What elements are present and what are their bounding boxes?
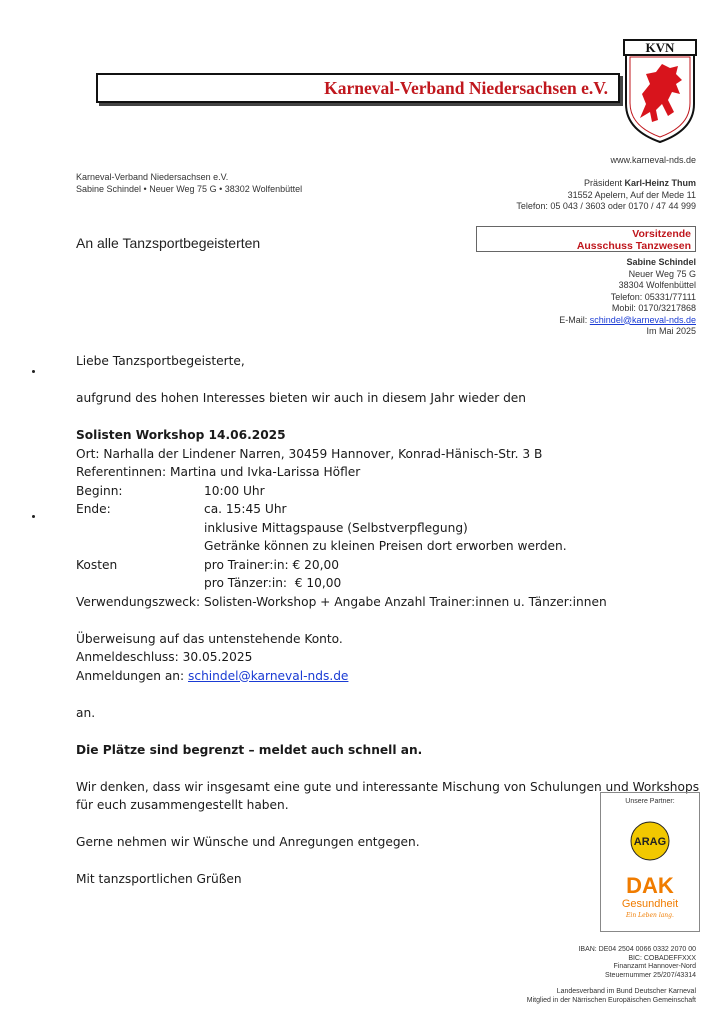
committee-box (476, 226, 696, 252)
cost-label: Kosten (76, 557, 118, 572)
partners-box (600, 792, 700, 932)
transfer-note: Überweisung auf das untenstehende Konto. (76, 631, 343, 646)
svg-text:Gesundheit: Gesundheit (621, 898, 679, 910)
contact-mobile: Mobil: 0170/3217868 (611, 303, 696, 313)
president-block (516, 178, 696, 213)
header-banner (96, 73, 620, 103)
lunch-note: inklusive Mittagspause (Selbstverpflegung) (204, 520, 468, 535)
bic: BIC: COBADEFFXXX (628, 954, 696, 962)
payment-purpose: Verwendungszweck: Solisten-Workshop + Angabe Anzahl Trainer:innen u. Tänzer:innen (76, 594, 607, 609)
fold-mark-middle (32, 515, 35, 518)
dak-logo (622, 873, 678, 919)
svg-text:ARAG: ARAG (633, 836, 667, 848)
arag-logo (631, 822, 669, 860)
president-prefix: Präsident (583, 178, 622, 188)
mix-line-2: für euch zusammengestellt haben. (76, 798, 289, 812)
drinks-note: Getränke können zu kleinen Preisen dort erworben werden. (204, 539, 567, 553)
cost-trainer: pro Trainer:in: € 20,00 (204, 557, 340, 572)
iban: IBAN: DE04 2504 0066 0332 2070 00 (578, 946, 696, 953)
footer-line-a: Landesverband im Bund Deutscher Karneval (556, 988, 696, 995)
end-row (76, 500, 699, 519)
contact-email-link[interactable]: schindel@karneval-nds.de (589, 314, 696, 325)
cost-dancer: pro Tänzer:in: € 10,00 (204, 576, 342, 590)
svg-text:DAK: DAK (626, 873, 674, 898)
contact-name: Sabine Schindel (626, 257, 696, 267)
committee-line-1: Vorsitzende (632, 228, 691, 240)
begin-label: Beginn: (76, 483, 123, 498)
workshop-speakers: Referentinnen: Martina und Ivka-Larissa Höfler (76, 465, 361, 479)
registration-deadline: Anmeldeschluss: 30.05.2025 (76, 650, 253, 664)
sender-block (76, 172, 302, 195)
begin-value: 10:00 Uhr (204, 483, 265, 498)
partners-label: Unsere Partner: (625, 798, 675, 805)
workshop-title: Solisten Workshop 14.06.2025 (76, 428, 286, 442)
kvn-logo (622, 38, 698, 144)
contact-street: Neuer Weg 75 G (628, 268, 696, 279)
banner-title: Karneval-Verband Niedersachsen e.V. (324, 78, 608, 98)
registration-row (76, 667, 699, 686)
contact-phone: Telefon: 05331/77111 (610, 291, 696, 302)
president-address: 31552 Apelern, Auf der Mede 11 (567, 189, 696, 200)
letter-date: Im Mai 2025 (646, 326, 696, 336)
sender-line-1: Karneval-Verband Niedersachsen e.V. (76, 172, 229, 182)
tax-number: Steuernummer 25/207/43314 (604, 971, 696, 979)
svg-text:Ein Leben lang.: Ein Leben lang. (626, 912, 674, 919)
workshop-location: Ort: Narhalla der Lindener Narren, 30459 Hannover, Konrad-Hänisch-Str. 3 B (76, 446, 543, 461)
an-line: an. (76, 705, 96, 720)
committee-line-2: Ausschuss Tanzwesen (576, 240, 691, 252)
closing-line: Mit tanzsportlichen Grüßen (76, 872, 242, 886)
membership-footer (527, 988, 696, 1005)
contact-city: 38304 Wolfenbüttel (618, 280, 696, 290)
end-value: ca. 15:45 Uhr (204, 502, 287, 516)
fold-mark-top (32, 370, 35, 373)
president-phone: Telefon: 05 043 / 3603 oder 0170 / 47 44 999 (516, 201, 696, 211)
mix-line-1: Wir denken, dass wir insgesamt eine gute und interessante Mischung von Schulungen und Workshops (76, 779, 700, 794)
registration-prefix: Anmeldungen an: (76, 668, 185, 683)
end-label: Ende: (76, 502, 111, 516)
wishes-line: Gerne nehmen wir Wünsche und Anregungen entgegen. (76, 835, 420, 849)
bank-details (578, 946, 696, 980)
begin-row (76, 482, 699, 501)
logo-text: KVN (645, 40, 675, 55)
website: www.karneval-nds.de (610, 155, 696, 165)
limited-spots: Die Plätze sind begrenzt – meldet auch schnell an. (76, 742, 423, 757)
contact-block (559, 257, 696, 338)
contact-email-label: E-Mail: (559, 314, 588, 325)
footer-line-b: Mitglied in der Närrischen Europäischen Gemeinschaft (526, 996, 696, 1004)
tax-office: Finanzamt Hannover-Nord (613, 963, 696, 970)
partner-logos (601, 811, 699, 931)
registration-email-link[interactable]: schindel@karneval-nds.de (188, 668, 349, 683)
recipient: An alle Tanzsportbegeisterten (76, 235, 261, 251)
sender-line-2: Sabine Schindel • Neuer Weg 75 G • 38302 Wolfenbüttel (76, 183, 303, 194)
greeting: Liebe Tanzsportbegeisterte, (76, 354, 245, 368)
president-name: Karl-Heinz Thum (624, 178, 696, 188)
cost-row (76, 556, 699, 575)
intro: aufgrund des hohen Interesses bieten wir auch in diesem Jahr wieder den (76, 391, 527, 405)
